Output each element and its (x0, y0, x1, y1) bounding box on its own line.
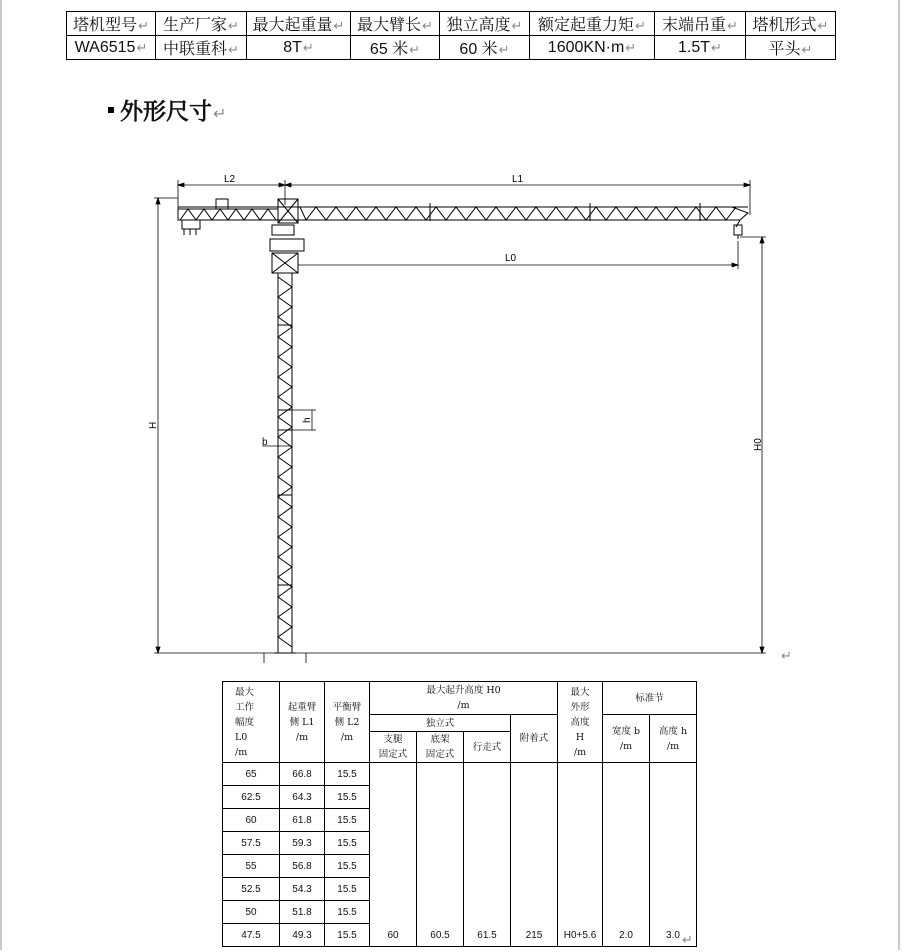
cell-radius: 57.5 (223, 832, 280, 855)
dim-H0 (292, 237, 766, 653)
spec-header-cell: 额定起重力矩↵ (530, 12, 655, 36)
dim-H (154, 198, 278, 653)
cell-counter: 15.5 (325, 809, 370, 832)
cell-jib: 56.8 (280, 855, 325, 878)
cell-counter: 15.5 (325, 878, 370, 901)
header-work-radius: 最大 工作 幅度 L0 /m (223, 682, 280, 763)
dims-table (222, 681, 697, 947)
cell-jib: 61.8 (280, 809, 325, 832)
spec-header-cell: 独立高度↵ (440, 12, 530, 36)
dims-header-row-1 (223, 682, 697, 715)
header-jib-side: 起重臂 侧 L1 /m (280, 682, 325, 763)
spec-table (66, 11, 836, 60)
label-L0: L0 (505, 253, 517, 264)
label-L1: L1 (512, 174, 524, 185)
label-L2: L2 (224, 174, 236, 185)
cell-jib: 59.3 (280, 832, 325, 855)
spec-header-cell: 生产厂家↵ (156, 12, 247, 36)
section-heading: 外形尺寸↵ (108, 93, 226, 126)
tower-head (270, 199, 304, 273)
header-counter-side: 平衡臂 侧 L2 /m (325, 682, 370, 763)
spec-value-cell: 60 米↵ (440, 36, 530, 60)
cell-jib: 51.8 (280, 901, 325, 924)
spec-value-cell: WA6515↵ (67, 36, 156, 60)
spec-header-cell: 塔机形式↵ (746, 12, 836, 36)
cell-radius: 47.5 (223, 924, 280, 947)
cell-travelling: 61.5 (464, 763, 511, 947)
cell-radius: 62.5 (223, 786, 280, 809)
spec-value-row (67, 36, 836, 60)
cell-counter: 15.5 (325, 924, 370, 947)
section-title: 外形尺寸 (120, 99, 212, 125)
label-H: H (148, 421, 159, 429)
cell-chassis: 60.5 (417, 763, 464, 947)
cell-radius: 55 (223, 855, 280, 878)
header-width: 宽度 b /m (603, 715, 650, 763)
spec-value-cell: 1600KN·m↵ (530, 36, 655, 60)
paragraph-mark: ↵ (682, 932, 693, 947)
cell-jib: 49.3 (280, 924, 325, 947)
jib-truss (178, 203, 748, 239)
cell-jib: 66.8 (280, 763, 325, 786)
spec-header-cell: 最大臂长↵ (351, 12, 440, 36)
cell-counter: 15.5 (325, 786, 370, 809)
cell-counter: 15.5 (325, 855, 370, 878)
header-freestanding: 独立式 (370, 715, 511, 732)
header-chassis: 底架 固定式 (417, 732, 464, 763)
header-standard-section: 标准节 (603, 682, 697, 715)
cell-jib: 54.3 (280, 878, 325, 901)
cell-width: 2.0 (603, 763, 650, 947)
cell-radius: 50 (223, 901, 280, 924)
cell-outrigger: 60 (370, 763, 417, 947)
tower-mast (274, 273, 296, 653)
header-max-height: 最大 外形 高度 H /m (558, 682, 603, 763)
label-b: b (262, 437, 268, 448)
cell-counter: 15.5 (325, 832, 370, 855)
table-row (223, 763, 697, 786)
cell-attached: 215 (511, 763, 558, 947)
bullet-icon (108, 107, 114, 113)
header-max-lift: 最大起升高度 H0 /m (370, 682, 558, 715)
counter-jib (178, 199, 278, 235)
header-outrigger: 支腿 固定式 (370, 732, 417, 763)
cell-max-height: H0+5.6 (558, 763, 603, 947)
spec-header-row (67, 12, 836, 36)
header-attached: 附着式 (511, 715, 558, 763)
header-height: 高度 h /m (650, 715, 697, 763)
label-H0: H0 (753, 438, 764, 451)
spec-header-cell: 末端吊重↵ (655, 12, 746, 36)
paragraph-mark: ↵ (781, 648, 792, 663)
cell-counter: 15.5 (325, 901, 370, 924)
cell-height: 3.0 (650, 763, 697, 947)
cell-radius: 52.5 (223, 878, 280, 901)
spec-value-cell: 1.5T↵ (655, 36, 746, 60)
spec-value-cell: 平头↵ (746, 36, 836, 60)
dim-L0 (298, 241, 738, 269)
cell-jib: 64.3 (280, 786, 325, 809)
cell-radius: 60 (223, 809, 280, 832)
cell-radius: 65 (223, 763, 280, 786)
spec-value-cell: 中联重科↵ (156, 36, 247, 60)
spec-header-cell: 塔机型号↵ (67, 12, 156, 36)
spec-value-cell: 65 米↵ (351, 36, 440, 60)
base-marks (264, 653, 306, 663)
header-travelling: 行走式 (464, 732, 511, 763)
spec-header-cell: 最大起重量↵ (247, 12, 351, 36)
crane-drawing (140, 165, 780, 665)
label-h: h (302, 417, 313, 423)
cell-counter: 15.5 (325, 763, 370, 786)
spec-value-cell: 8T↵ (247, 36, 351, 60)
